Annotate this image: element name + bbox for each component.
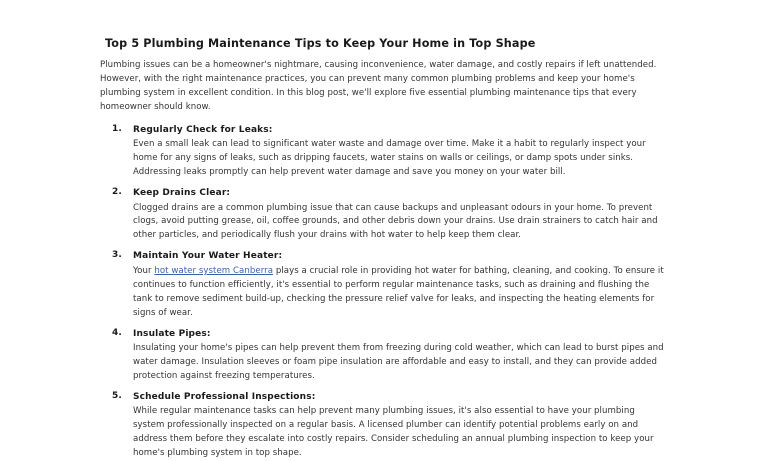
list-item-body: Insulating your home's pipes can help prevent them from freezing during cold weather, which can lead to burst pipes and water damage. Insulation sleeves or foam pipe insulation are affordable and easy to install, and they can provide added protection against freezing temperatures. — [133, 343, 664, 381]
list-item-number: 4. — [112, 327, 122, 338]
list-item-heading: Keep Drains Clear: — [133, 188, 231, 199]
list-item — [100, 187, 664, 243]
list-item-heading: Insulate Pipes: — [133, 328, 211, 339]
list-item-number: 1. — [112, 123, 122, 134]
list-item-number: 2. — [112, 187, 122, 198]
page-title: Top 5 Plumbing Maintenance Tips to Keep Your Home in Top Shape — [105, 37, 536, 50]
list-item-heading: Regularly Check for Leaks: — [133, 124, 273, 135]
tips-list — [100, 124, 664, 461]
list-item-body — [133, 265, 664, 321]
hot-water-system-canberra-link[interactable]: hot water system Canberra — [154, 265, 274, 276]
list-item — [100, 328, 664, 384]
body-text-after-link: plays a crucial role in providing hot water for bathing, cleaning, and cooking. To ensure it continues to function efficiently, it's essential to perform regular maintenance tasks, such as draining and flushing the tank to remove sediment build-up, checking the pressure relief valve for leaks, and inspecting the heating elements for signs of wear. — [133, 265, 664, 318]
list-item — [100, 124, 664, 180]
list-item-number: 3. — [112, 250, 122, 261]
list-item — [100, 391, 664, 461]
list-item — [100, 250, 664, 320]
list-item-heading: Maintain Your Water Heater: — [133, 251, 283, 262]
intro-paragraph: Plumbing issues can be a homeowner's nightmare, causing inconvenience, water damage, and costly repairs if left unattended. However, with the right maintenance practices, you can prevent many common plumbing problems and keep your home's plumbing system in excellent condition. In this blog post, we'll explore five essential plumbing maintenance tips that every homeowner should know. — [100, 60, 657, 112]
list-item-body: Even a small leak can lead to significant water waste and damage over time. Make it a habit to regularly inspect your home for any signs of leaks, such as dripping faucets, water stains on walls or ceilings, or damp spots under sinks. Addressing leaks promptly can help prevent water damage and save you money on your water bill. — [133, 139, 646, 178]
list-item-body: While regular maintenance tasks can help prevent many plumbing issues, it's also essential to have your plumbing system professionally inspected on a regular basis. A licensed plumber can identify potential problems early on and address them before they escalate into costly repairs. Consider scheduling an annual plumbing inspection to keep your home's plumbing system in top shape. — [133, 406, 654, 459]
list-item-body: Clogged drains are a common plumbing issue that can cause backups and unpleasant odours in your home. To prevent clogs, avoid putting grease, oil, coffee grounds, and other debris down your drains. Use drain strainers to catch hair and other particles, and periodically flush your drains with hot water to help keep them clear. — [133, 202, 658, 241]
list-item-heading: Schedule Professional Inspections: — [133, 391, 316, 402]
body-text-before-link: Your — [133, 265, 155, 276]
list-item-number: 5. — [112, 390, 122, 401]
